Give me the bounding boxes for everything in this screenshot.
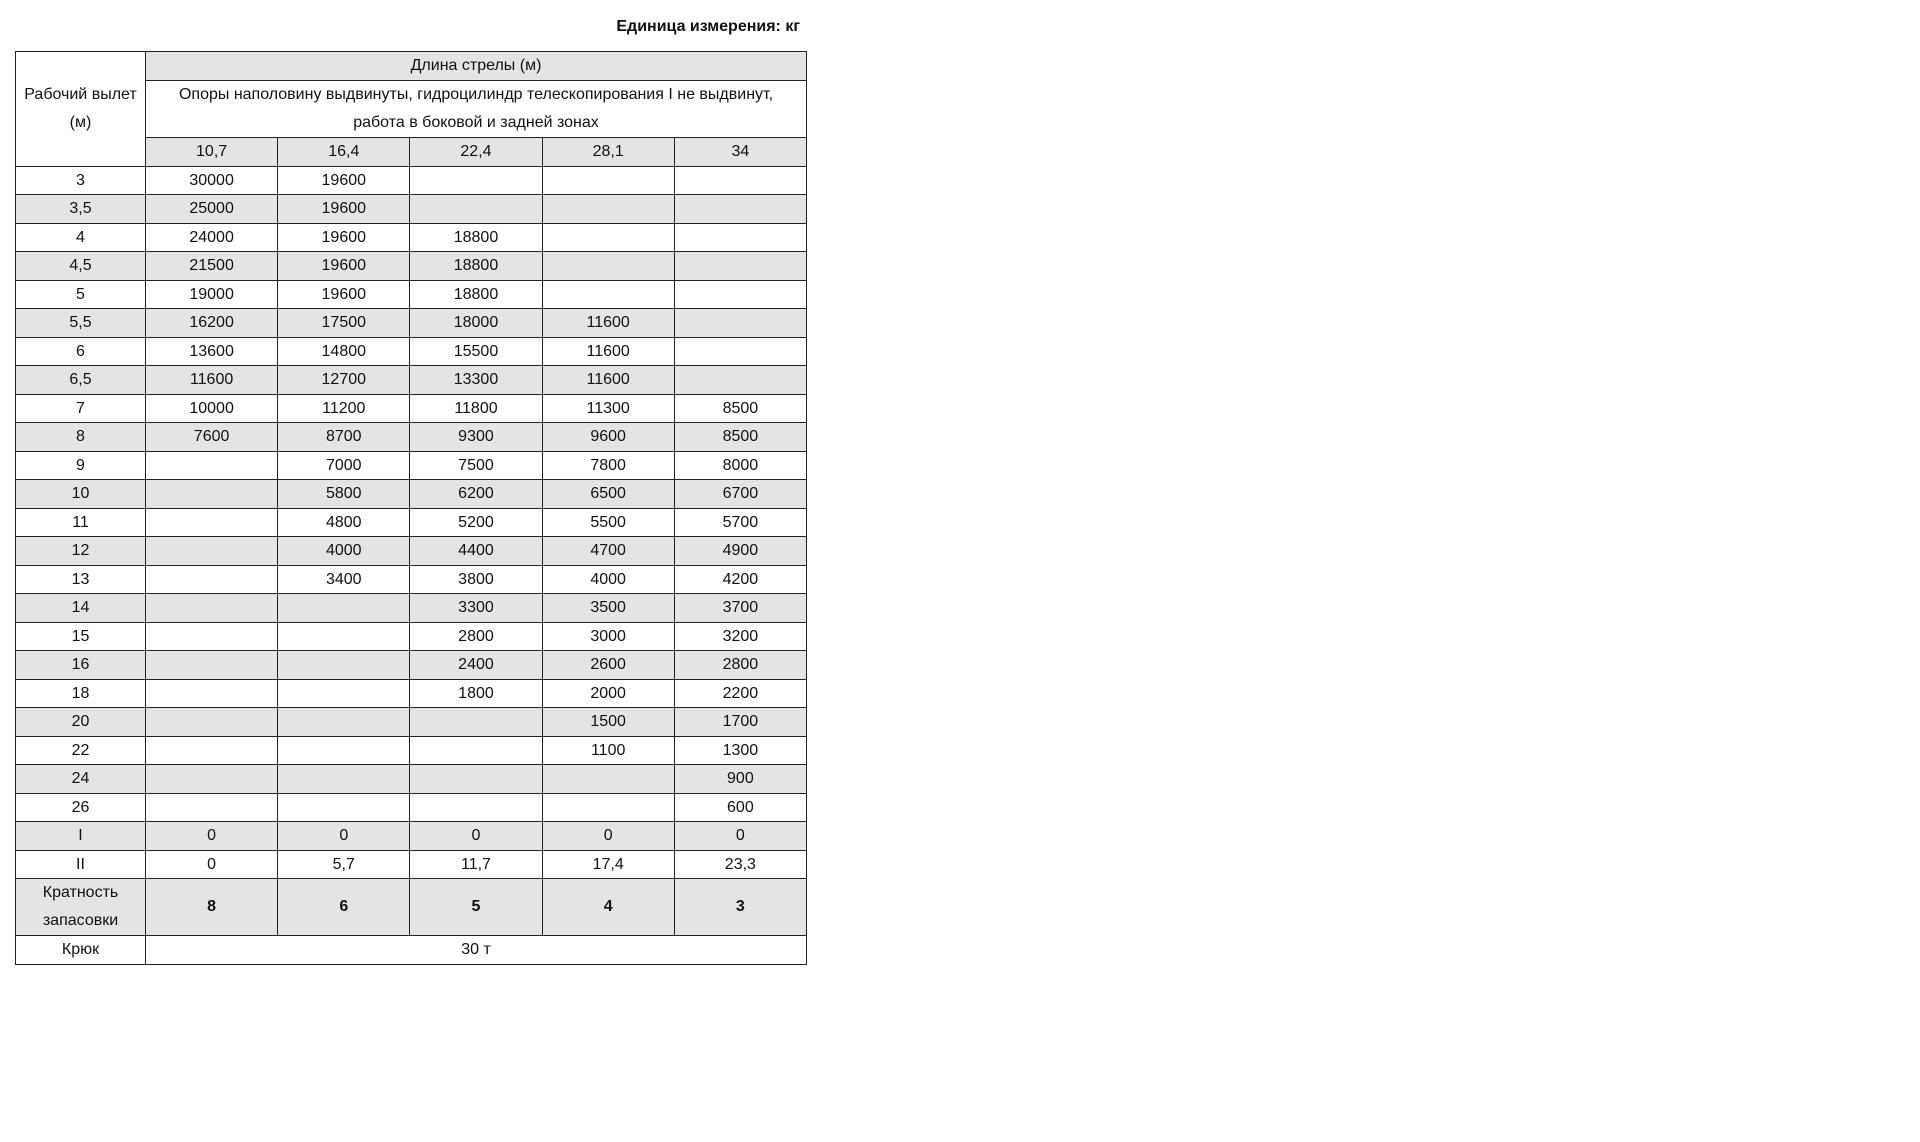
capacity-cell: 19600 (278, 166, 410, 195)
reeving-label: Кратность запасовки (16, 879, 146, 936)
capacity-cell: 10000 (146, 394, 278, 423)
capacity-cell: 9300 (410, 423, 542, 452)
capacity-cell: 4400 (410, 537, 542, 566)
capacity-cell: 11600 (146, 366, 278, 395)
radius-cell: 20 (16, 708, 146, 737)
radius-cell: I (16, 822, 146, 851)
capacity-cell (542, 195, 674, 224)
table-row (16, 394, 807, 423)
table-row (16, 537, 807, 566)
capacity-cell: 11800 (410, 394, 542, 423)
capacity-cell (278, 679, 410, 708)
capacity-cell: 1500 (542, 708, 674, 737)
capacity-cell: 19600 (278, 195, 410, 224)
capacity-cell: 12700 (278, 366, 410, 395)
capacity-cell: 0 (410, 822, 542, 851)
radius-cell: 8 (16, 423, 146, 452)
capacity-cell: 17,4 (542, 850, 674, 879)
capacity-cell: 24000 (146, 223, 278, 252)
operating-condition: Опоры наполовину выдвинуты, гидроцилиндр телескопирования I не выдвинут, работа в боковой и задней зонах (146, 81, 807, 138)
radius-cell: 5 (16, 280, 146, 309)
capacity-cell: 17500 (278, 309, 410, 338)
capacity-cell: 7000 (278, 451, 410, 480)
reeving-value: 8 (146, 879, 278, 936)
capacity-cell (674, 337, 806, 366)
reeving-value: 3 (674, 879, 806, 936)
boom-length-cell: 34 (674, 138, 806, 167)
capacity-cell: 11200 (278, 394, 410, 423)
table-row (16, 166, 807, 195)
capacity-cell: 15500 (410, 337, 542, 366)
capacity-cell: 19000 (146, 280, 278, 309)
capacity-cell (674, 252, 806, 281)
capacity-cell (410, 736, 542, 765)
capacity-cell (542, 252, 674, 281)
capacity-cell: 7500 (410, 451, 542, 480)
boom-length-cell: 10,7 (146, 138, 278, 167)
capacity-cell (410, 708, 542, 737)
capacity-cell (146, 508, 278, 537)
capacity-cell: 9600 (542, 423, 674, 452)
reeving-row (16, 879, 807, 936)
capacity-cell (278, 708, 410, 737)
hook-value: 30 т (146, 936, 807, 965)
capacity-cell: 0 (674, 822, 806, 851)
capacity-cell (146, 622, 278, 651)
capacity-cell: 2600 (542, 651, 674, 680)
capacity-cell: 18000 (410, 309, 542, 338)
capacity-cell (674, 166, 806, 195)
capacity-cell: 8700 (278, 423, 410, 452)
capacity-cell: 11300 (542, 394, 674, 423)
capacity-cell: 7600 (146, 423, 278, 452)
radius-cell: 7 (16, 394, 146, 423)
table-row (16, 451, 807, 480)
capacity-cell: 13600 (146, 337, 278, 366)
table-row (16, 223, 807, 252)
radius-cell: 22 (16, 736, 146, 765)
capacity-cell (146, 537, 278, 566)
table-row (16, 594, 807, 623)
radius-cell: 4 (16, 223, 146, 252)
radius-cell: 16 (16, 651, 146, 680)
working-radius-header: Рабочий вылет (м) (16, 52, 146, 167)
capacity-cell: 4900 (674, 537, 806, 566)
capacity-cell: 3000 (542, 622, 674, 651)
unit-label: Единица измерения: кг (616, 18, 800, 35)
capacity-cell: 16200 (146, 309, 278, 338)
reeving-value: 4 (542, 879, 674, 936)
table-row (16, 765, 807, 794)
capacity-cell (146, 565, 278, 594)
capacity-cell (674, 223, 806, 252)
capacity-cell (674, 366, 806, 395)
capacity-cell: 4200 (674, 565, 806, 594)
table-row (16, 423, 807, 452)
capacity-cell (542, 280, 674, 309)
table-row (16, 195, 807, 224)
reeving-value: 5 (410, 879, 542, 936)
capacity-cell: 19600 (278, 280, 410, 309)
capacity-cell: 14800 (278, 337, 410, 366)
capacity-cell: 1300 (674, 736, 806, 765)
hook-row (16, 936, 807, 965)
capacity-cell: 4000 (542, 565, 674, 594)
capacity-cell: 11600 (542, 309, 674, 338)
capacity-cell: 5,7 (278, 850, 410, 879)
capacity-cell: 23,3 (674, 850, 806, 879)
capacity-cell (146, 793, 278, 822)
capacity-cell: 8000 (674, 451, 806, 480)
capacity-cell: 6500 (542, 480, 674, 509)
capacity-cell (146, 708, 278, 737)
table-row (16, 565, 807, 594)
radius-cell: II (16, 850, 146, 879)
capacity-cell (278, 594, 410, 623)
table-row (16, 252, 807, 281)
table-row (16, 850, 807, 879)
radius-cell: 6 (16, 337, 146, 366)
capacity-cell (674, 195, 806, 224)
capacity-cell: 11600 (542, 337, 674, 366)
table-row (16, 280, 807, 309)
radius-cell: 12 (16, 537, 146, 566)
capacity-cell: 2800 (410, 622, 542, 651)
table-row (16, 651, 807, 680)
capacity-cell: 18800 (410, 223, 542, 252)
capacity-cell: 30000 (146, 166, 278, 195)
capacity-cell: 5700 (674, 508, 806, 537)
table-row (16, 337, 807, 366)
radius-cell: 11 (16, 508, 146, 537)
radius-cell: 14 (16, 594, 146, 623)
load-chart-table (15, 51, 807, 965)
capacity-cell (146, 651, 278, 680)
capacity-cell (146, 736, 278, 765)
table-row (16, 309, 807, 338)
table-row (16, 480, 807, 509)
capacity-cell: 4800 (278, 508, 410, 537)
boom-length-cell: 22,4 (410, 138, 542, 167)
boom-length-cell: 28,1 (542, 138, 674, 167)
capacity-cell: 1100 (542, 736, 674, 765)
table-row (16, 736, 807, 765)
capacity-cell: 6700 (674, 480, 806, 509)
radius-cell: 24 (16, 765, 146, 794)
radius-cell: 3 (16, 166, 146, 195)
boom-length-title: Длина стрелы (м) (146, 52, 807, 81)
capacity-cell: 1700 (674, 708, 806, 737)
capacity-cell: 3800 (410, 565, 542, 594)
radius-cell: 10 (16, 480, 146, 509)
table-row (16, 508, 807, 537)
capacity-cell (542, 223, 674, 252)
capacity-cell: 0 (542, 822, 674, 851)
capacity-cell: 18800 (410, 252, 542, 281)
radius-cell: 6,5 (16, 366, 146, 395)
capacity-cell: 7800 (542, 451, 674, 480)
capacity-cell: 11,7 (410, 850, 542, 879)
capacity-cell: 11600 (542, 366, 674, 395)
capacity-cell (146, 480, 278, 509)
capacity-cell (278, 765, 410, 794)
capacity-cell: 2200 (674, 679, 806, 708)
capacity-cell: 13300 (410, 366, 542, 395)
table-header (16, 52, 807, 167)
capacity-cell: 0 (146, 850, 278, 879)
capacity-cell: 3500 (542, 594, 674, 623)
table-row (16, 622, 807, 651)
table-row (16, 793, 807, 822)
reeving-value: 6 (278, 879, 410, 936)
capacity-cell: 2000 (542, 679, 674, 708)
capacity-cell: 8500 (674, 394, 806, 423)
capacity-cell: 3200 (674, 622, 806, 651)
capacity-cell (146, 451, 278, 480)
capacity-cell: 5500 (542, 508, 674, 537)
capacity-cell: 8500 (674, 423, 806, 452)
capacity-cell (542, 765, 674, 794)
boom-length-cell: 16,4 (278, 138, 410, 167)
radius-cell: 13 (16, 565, 146, 594)
table-row (16, 708, 807, 737)
capacity-cell (410, 765, 542, 794)
table-body (16, 166, 807, 964)
capacity-cell: 21500 (146, 252, 278, 281)
capacity-cell: 4700 (542, 537, 674, 566)
capacity-cell: 18800 (410, 280, 542, 309)
capacity-cell: 600 (674, 793, 806, 822)
hook-label: Крюк (16, 936, 146, 965)
capacity-cell: 2800 (674, 651, 806, 680)
capacity-cell (410, 793, 542, 822)
radius-cell: 9 (16, 451, 146, 480)
capacity-cell: 0 (278, 822, 410, 851)
capacity-cell: 4000 (278, 537, 410, 566)
capacity-cell: 6200 (410, 480, 542, 509)
radius-cell: 5,5 (16, 309, 146, 338)
capacity-cell (410, 195, 542, 224)
radius-cell: 4,5 (16, 252, 146, 281)
radius-cell: 26 (16, 793, 146, 822)
capacity-cell (674, 309, 806, 338)
capacity-cell (542, 166, 674, 195)
table-row (16, 679, 807, 708)
capacity-cell: 3300 (410, 594, 542, 623)
capacity-cell: 3400 (278, 565, 410, 594)
capacity-cell: 0 (146, 822, 278, 851)
radius-cell: 3,5 (16, 195, 146, 224)
capacity-cell (410, 166, 542, 195)
capacity-cell: 1800 (410, 679, 542, 708)
capacity-cell (146, 594, 278, 623)
capacity-cell (278, 736, 410, 765)
capacity-cell: 25000 (146, 195, 278, 224)
table-row (16, 366, 807, 395)
capacity-cell (146, 765, 278, 794)
capacity-cell (278, 793, 410, 822)
capacity-cell: 5800 (278, 480, 410, 509)
capacity-cell: 19600 (278, 252, 410, 281)
table-row (16, 822, 807, 851)
capacity-cell: 3700 (674, 594, 806, 623)
capacity-cell (674, 280, 806, 309)
capacity-cell (542, 793, 674, 822)
capacity-cell: 2400 (410, 651, 542, 680)
capacity-cell (278, 622, 410, 651)
capacity-cell (146, 679, 278, 708)
capacity-cell: 5200 (410, 508, 542, 537)
capacity-cell (278, 651, 410, 680)
capacity-cell: 19600 (278, 223, 410, 252)
radius-cell: 15 (16, 622, 146, 651)
radius-cell: 18 (16, 679, 146, 708)
capacity-cell: 900 (674, 765, 806, 794)
